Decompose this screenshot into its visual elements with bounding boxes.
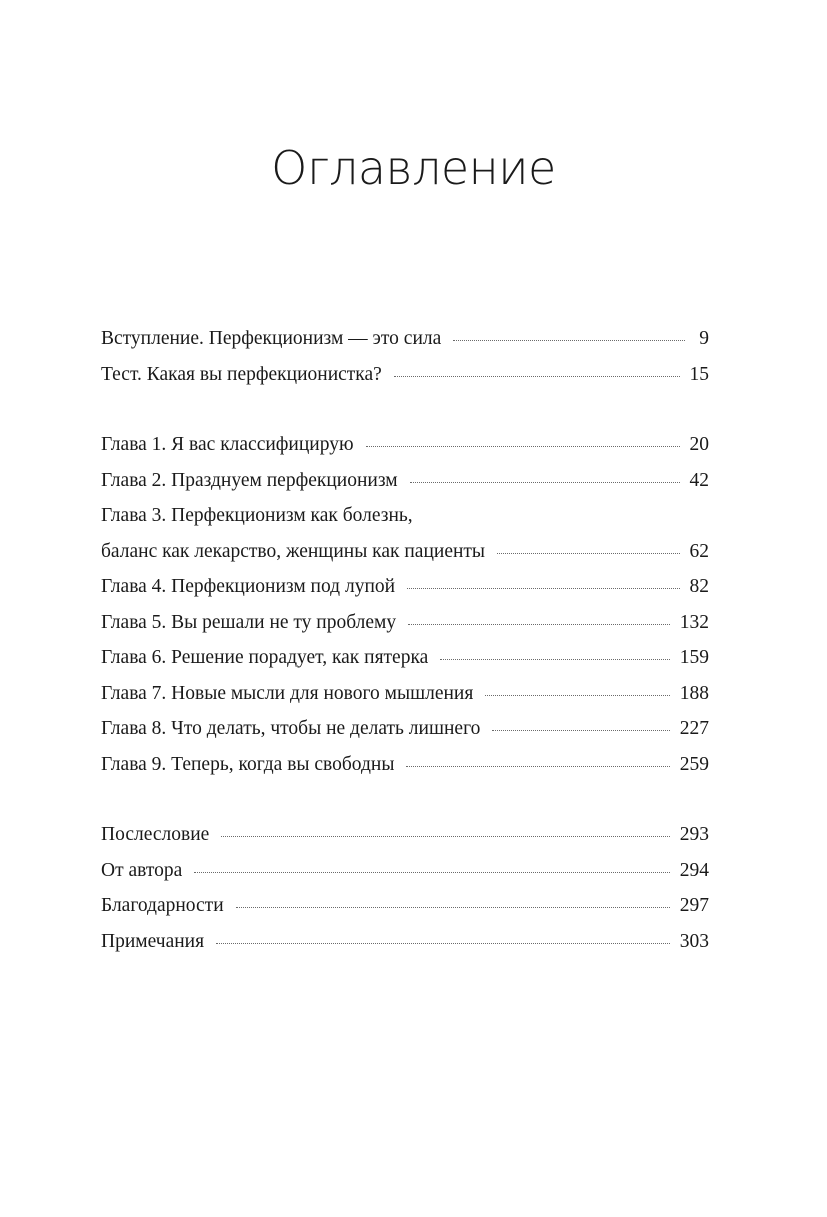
dot-leader [453,340,685,341]
toc-entry[interactable] [101,463,709,499]
toc-entry[interactable] [101,711,709,747]
toc-entry-page: 20 [689,434,709,455]
page-title: Оглавление [271,140,556,195]
toc-entry-title: Глава 9. Теперь, когда вы свободны [101,753,395,775]
toc-entry-title: Глава 7. Новые мысли для нового мышления [101,682,474,704]
toc-entry-page: 9 [699,328,709,349]
toc-entry[interactable] [101,569,709,605]
toc-entry-title: Глава 6. Решение порадует, как пятерка [101,647,429,668]
dot-leader [194,872,669,873]
dot-leader [394,376,680,377]
toc-entry[interactable] [101,853,709,889]
toc-entry-page: 293 [679,824,709,845]
toc-entry-page: 297 [679,895,709,916]
toc-entry-title: От автора [101,859,183,881]
toc-entry-title: Тест. Какая вы перфекционистка? [101,363,382,385]
toc-entry-page: 132 [679,611,709,633]
toc-entry[interactable] [101,640,709,676]
toc-entry-title: Глава 2. Празднуем перфекционизм [101,469,398,491]
toc-entry[interactable] [101,357,709,393]
toc-entry-page: 303 [679,930,709,952]
dot-leader [492,730,669,731]
toc-entry-page: 15 [689,363,709,385]
toc-entry-title: Вступление. Перфекционизм — это сила [101,328,442,349]
toc-entry-page: 259 [679,753,709,775]
dot-leader [221,836,669,837]
dot-leader [440,659,669,660]
dot-leader [485,695,669,696]
toc-entry-multiline[interactable] [101,498,709,569]
toc-entry-title: Глава 4. Перфекционизм под лупой [101,576,396,597]
toc-entry[interactable] [101,747,709,783]
toc-entry-title: Глава 5. Вы решали не ту проблему [101,611,397,633]
dot-leader [407,588,679,589]
dot-leader [497,553,679,554]
toc-entry-title: Благодарности [101,895,224,916]
toc-group-back-matter [101,817,709,959]
dot-leader [408,624,670,625]
toc-entry[interactable] [101,605,709,641]
toc-entry[interactable] [101,676,709,712]
toc-entry-page: 159 [679,647,709,668]
toc-entry-page: 188 [679,682,709,704]
toc-entry-page: 294 [679,859,709,881]
toc-entry[interactable] [101,321,709,357]
toc-entry-title: баланс как лекарство, женщины как пациенты [101,540,486,562]
toc-entry[interactable] [101,888,709,924]
toc-entry-page: 227 [679,718,709,739]
toc-entry[interactable] [101,427,709,463]
toc-entry-title: Послесловие [101,824,210,845]
table-of-contents [101,321,709,959]
dot-leader [406,766,669,767]
dot-leader [410,482,680,483]
toc-entry-title-line1: Глава 3. Перфекционизм как болезнь, [101,505,413,526]
dot-leader [236,907,670,908]
toc-entry[interactable] [101,924,709,960]
toc-entry[interactable] [101,817,709,853]
toc-entry-page: 42 [689,469,709,491]
dot-leader [216,943,670,944]
dot-leader [366,446,680,447]
toc-entry-title: Глава 1. Я вас классифицирую [101,434,354,455]
toc-entry-title: Глава 8. Что делать, чтобы не делать лишнего [101,718,481,739]
toc-entry-title: Примечания [101,930,205,952]
toc-entry-page: 82 [689,576,709,597]
toc-entry-continuation [101,534,709,570]
toc-group-front-matter [101,321,709,392]
toc-group-chapters [101,427,709,782]
toc-entry-page: 62 [689,540,709,562]
